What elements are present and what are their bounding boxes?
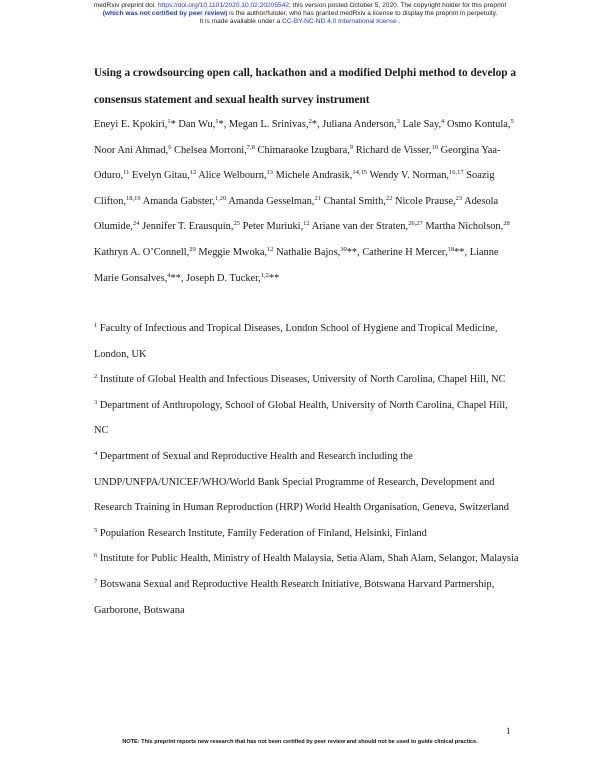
affiliation-text: Population Research Institute, Family Federation of Finland, Helsinki, Finland [97,527,427,539]
doi-link[interactable]: https://doi.org/10.1101/2020.10.02.20205542 [157,2,290,9]
author-entry [198,170,275,181]
author-name: Lale Say, [402,119,442,130]
author-entry [143,196,229,207]
author-affiliation-marker: 4 [441,118,445,125]
author-separator: *, [311,119,323,130]
author-affiliation-marker: 18 [447,245,455,253]
author-entry [132,170,198,181]
author-entry [276,170,370,181]
author-entry [186,273,279,284]
author-entry [403,119,447,130]
author-entry [356,145,441,156]
author-entry [362,247,469,258]
author-entry [322,119,402,130]
preprint-footer-note: NOTE: This preprint reports new research that has not been certified by peer review and should not be used to guide clinical practice. [122,739,478,745]
banner-line-1 [0,2,600,10]
author-name: Jennifer T. Erausquin, [142,221,234,233]
affiliation-item [94,521,524,547]
affiliation-number: 5 [94,526,98,534]
affiliation-text: Faculty of Infectious and Tropical Diseases, London School of Hygiene and Tropical Medicine, London, UK [94,323,498,360]
author-name: Meggie Mwoka, [198,246,268,258]
author-name: Adesola Olumide, [94,195,499,233]
banner-period: . [396,18,401,26]
author-entry [447,119,514,130]
license-link[interactable]: CC-BY-NC-ND 4.0 International license [281,18,397,26]
author-separator: **, [454,246,470,258]
author-affiliation-marker: 9 [349,143,354,151]
author-name: Juliana Anderson, [322,119,397,130]
author-entry [174,145,257,156]
author-name: Alice Welbourn, [198,170,267,182]
banner-available-text: It is made available under a [199,18,282,26]
author-name: Noor Ani Ahmad, [94,144,169,156]
author-name: Wendy V. Norman, [369,170,450,182]
author-name: Eneyi E. Kpokiri, [94,119,168,130]
affiliation-text: Institute of Global Health and Infectious Diseases, University of North Carolina, Chapel Hill, NC [97,374,506,386]
author-affiliation-marker: 12 [303,220,310,228]
author-name: Amanda Gesselman, [228,195,315,207]
author-list [94,112,524,291]
author-entry [258,145,356,156]
preprint-banner [0,2,600,27]
author-name: Peter Muriuki, [242,221,304,233]
affiliation-number: 3 [94,398,98,406]
affiliation-number: 7 [94,577,98,585]
affiliation-item [94,367,524,393]
author-affiliation-marker: 14,15 [352,169,368,177]
author-affiliation-marker: 12 [267,245,274,253]
author-affiliation-marker: 2 [308,118,312,125]
author-entry [425,221,509,232]
author-affiliation-marker: 1 [167,118,171,125]
author-entry [369,170,466,181]
author-entry [142,221,242,232]
affiliation-text: Institute for Public Health, Ministry of Health Malaysia, Setia Alam, Shah Alam, Selangor, Malaysia [97,553,519,565]
author-affiliation-marker: 13 [266,169,274,177]
author-separator: *, [218,119,229,130]
affiliation-list [94,316,524,623]
author-entry [324,196,395,207]
author-affiliation-marker: 4 [167,271,171,279]
affiliation-text: Department of Sexual and Reproductive Health and Research including the UNDP/UNFPA/UNICEF/WHO/World Bank Special Programme of Research, Development and Research Training in Human Reproduction (HRP) World Health Organisation, Geneva, Switzerland [94,450,509,514]
author-entry [229,119,322,130]
author-entry [94,145,174,156]
author-affiliation-marker: 1 [215,118,219,125]
author-name: Richard de Visser, [355,144,432,156]
author-name: Catherine H Mercer, [362,246,448,258]
affiliation-text: Department of Anthropology, School of Global Health, University of North Carolina, Chapel Hill, NC [94,399,508,437]
author-affiliation-marker: 5 [510,118,514,125]
banner-line-2 [0,10,600,18]
author-affiliation-marker: 28 [503,220,510,228]
paper-title: Using a crowdsourcing open call, hackathon and a modified Delphi method to develop a consensus statement and sexual health survey instrument [94,67,517,106]
author-entry [395,196,464,207]
author-affiliation-marker: 26,27 [408,220,423,228]
author-name: Nathalie Bajos, [276,246,341,258]
affiliation-item [94,444,524,521]
banner-doi-prefix: medRxiv preprint doi: [93,2,158,9]
author-affiliation-marker: 29 [189,245,196,253]
affiliation-item [94,316,524,367]
author-name: Amanda Gabster, [142,195,215,207]
author-name: Martha Nicholson, [425,221,504,233]
author-name: Soazig Clifton, [94,170,495,207]
author-affiliation-marker: 18,19 [126,194,141,202]
author-affiliation-marker: 23 [455,194,463,202]
author-entry [228,196,323,207]
author-separator: * [170,119,179,130]
author-affiliation-marker: 24 [132,220,140,228]
author-entry [198,247,276,258]
author-separator: ** [268,272,280,284]
affiliation-number: 2 [94,373,98,381]
author-affiliation-marker: 11 [123,169,130,177]
author-name: Dan Wu, [178,119,216,130]
author-name: Lianne Marie Gonsalves, [94,246,499,284]
author-affiliation-marker: 22 [385,194,393,202]
author-name: Kathryn A. O’Connell, [94,246,190,258]
author-separator: **, [346,246,363,258]
author-name: Michele Andrasik, [275,170,353,182]
author-name: Evelyn Gitau, [132,170,190,182]
author-affiliation-marker: 25 [233,220,240,228]
author-affiliation-marker: 7,8 [246,143,255,151]
author-entry [312,221,426,232]
author-affiliation-marker: 16,17 [449,169,464,177]
author-name: Georgina Yaa-Oduro, [94,144,501,182]
author-name: Chelsea Morroni, [174,144,247,156]
affiliation-number: 1 [94,322,98,329]
peer-review-notice: (which was not certified by peer review) [102,10,228,18]
author-affiliation-marker: 12 [189,169,197,177]
affiliation-number: 6 [94,552,98,560]
author-name: Megan L. Srinivas, [228,119,309,130]
author-entry [94,247,198,258]
author-entry [276,247,362,258]
author-affiliation-marker: 3 [396,118,400,125]
banner-line-3 [0,18,600,26]
affiliation-text: Botswana Sexual and Reproductive Health Research Initiative, Botswana Harvard Partnership, Garborone, Botswana [94,578,495,616]
author-affiliation-marker: 21 [314,194,321,202]
author-affiliation-marker: 10 [431,143,439,151]
author-entry [178,119,229,130]
page-number: 1 [506,726,511,736]
author-separator: **, [170,272,187,284]
author-name: Joseph D. Tucker, [186,272,261,284]
author-name: Nicole Prause, [394,195,456,207]
author-affiliation-marker: 1,2 [260,271,269,279]
author-name: Osmo Kontula, [446,119,511,130]
affiliation-item [94,572,524,623]
affiliation-item [94,393,524,444]
banner-version-text: ; this version posted October 5, 2020. The copyright holder for this preprint [289,2,507,9]
author-entry [243,221,312,232]
author-affiliation-marker: 6 [168,143,172,151]
author-affiliation-marker: 30 [340,245,347,253]
affiliation-item [94,546,524,572]
affiliation-number: 4 [94,449,98,457]
author-affiliation-marker: 1,20 [215,194,227,202]
author-name: Ariane van der Straten, [311,221,409,233]
author-entry [94,119,178,130]
author-name: Chimaraoke Izugbara, [257,144,350,156]
author-name: Chantal Smith, [323,195,386,207]
banner-license-text: is the author/funder, who has granted medRxiv a license to display the preprint in perpetuity. [227,10,498,18]
